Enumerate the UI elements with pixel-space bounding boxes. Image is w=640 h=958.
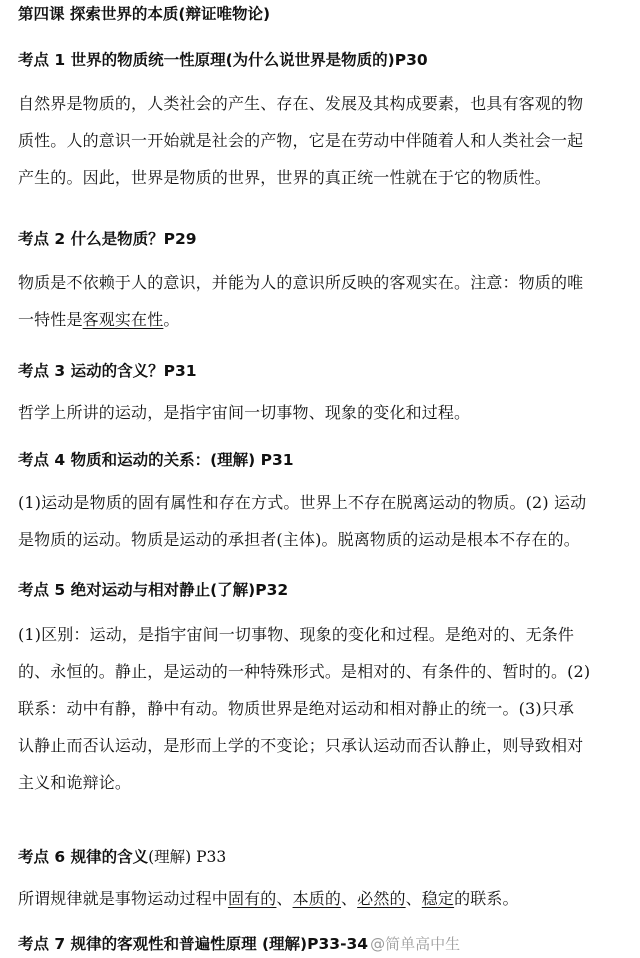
paragraph-line: 联系：动中有静，静中有动。物质世界是绝对运动和相对静止的统一。(3)只承 [18, 699, 575, 718]
separator: 、 [405, 889, 422, 908]
paragraph-line: 认静止而否认运动，是形而上学的不变论；只承认运动而否认静止，则导致相对 [18, 736, 584, 755]
paragraph-line: (1)运动是物质的固有属性和存在方式。世界上不存在脱离运动的物质。(2) 运动 [18, 493, 587, 512]
lesson-title: 第四课 探索世界的本质(辩证唯物论) [18, 5, 271, 23]
paragraph-line: 主义和诡辩论。 [18, 773, 132, 792]
paragraph-line: 产生的。因此，世界是物质的世界，世界的真正统一性就在于它的物质性。 [18, 168, 551, 187]
paragraph-line: 是物质的运动。物质是运动的承担者(主体)。脱离物质的运动是根本不存在的。 [18, 530, 580, 549]
section-5-body [18, 616, 624, 801]
section-4-heading: 考点 4 物质和运动的关系：(理解) P31 [18, 451, 294, 469]
section-2-heading: 考点 2 什么是物质？P29 [18, 230, 197, 248]
underlined-term: 固有的 [227, 889, 277, 908]
heading-text: 考点 7 规律的客观性和普遍性原理 (理解)P33-34 [18, 935, 369, 953]
text-run: 所谓规律就是事物运动过程中 [18, 889, 228, 908]
paragraph-line: 哲学上所讲的运动，是指宇宙间一切事物、现象的变化和过程。 [18, 403, 471, 422]
paragraph-line: 物质是不依赖于人的意识，并能为人的意识所反映的客观实在。注意：物质的唯 [18, 273, 584, 292]
watermark: @简单高中生 [370, 935, 461, 953]
section-1-body [18, 85, 624, 196]
section-6-heading [18, 847, 624, 867]
paragraph-line [18, 880, 624, 917]
underlined-term: 本质的 [292, 889, 342, 908]
section-7-heading [18, 934, 624, 954]
section-4-body [18, 484, 624, 558]
section-3-body [18, 394, 624, 431]
paragraph-line: 的、永恒的。静止，是运动的一种特殊形式。是相对的、有条件的、暂时的。(2) [18, 662, 591, 681]
paragraph-line: 质性。人的意识一开始就是社会的产物，它是在劳动中伴随着人和人类社会一起 [18, 131, 584, 150]
paragraph-line: 自然界是物质的，人类社会的产生、存在、发展及其构成要素，也具有客观的物 [18, 94, 584, 113]
separator: 、 [341, 889, 358, 908]
paragraph-line [18, 301, 624, 338]
text-run: 一特性是 [18, 310, 83, 329]
section-2-body [18, 264, 624, 338]
text-run: 的联系。 [454, 889, 519, 908]
section-1-heading: 考点 1 世界的物质统一性原理(为什么说世界是物质的)P30 [18, 51, 428, 69]
section-5-heading: 考点 5 绝对运动与相对静止(了解)P32 [18, 581, 289, 599]
section-3-heading: 考点 3 运动的含义？P31 [18, 362, 197, 380]
underlined-term: 客观实在性 [82, 310, 164, 329]
underlined-term: 稳定 [421, 889, 455, 908]
underlined-term: 必然的 [357, 889, 406, 908]
section-6-body [18, 880, 624, 917]
heading-bold-part: 考点 6 规律的含义 [18, 848, 149, 866]
separator: 、 [276, 889, 293, 908]
text-run: 。 [163, 310, 180, 329]
heading-normal-part: (理解) P33 [148, 848, 227, 866]
paragraph-line: (1)区别：运动，是指宇宙间一切事物、现象的变化和过程。是绝对的、无条件 [18, 625, 575, 644]
